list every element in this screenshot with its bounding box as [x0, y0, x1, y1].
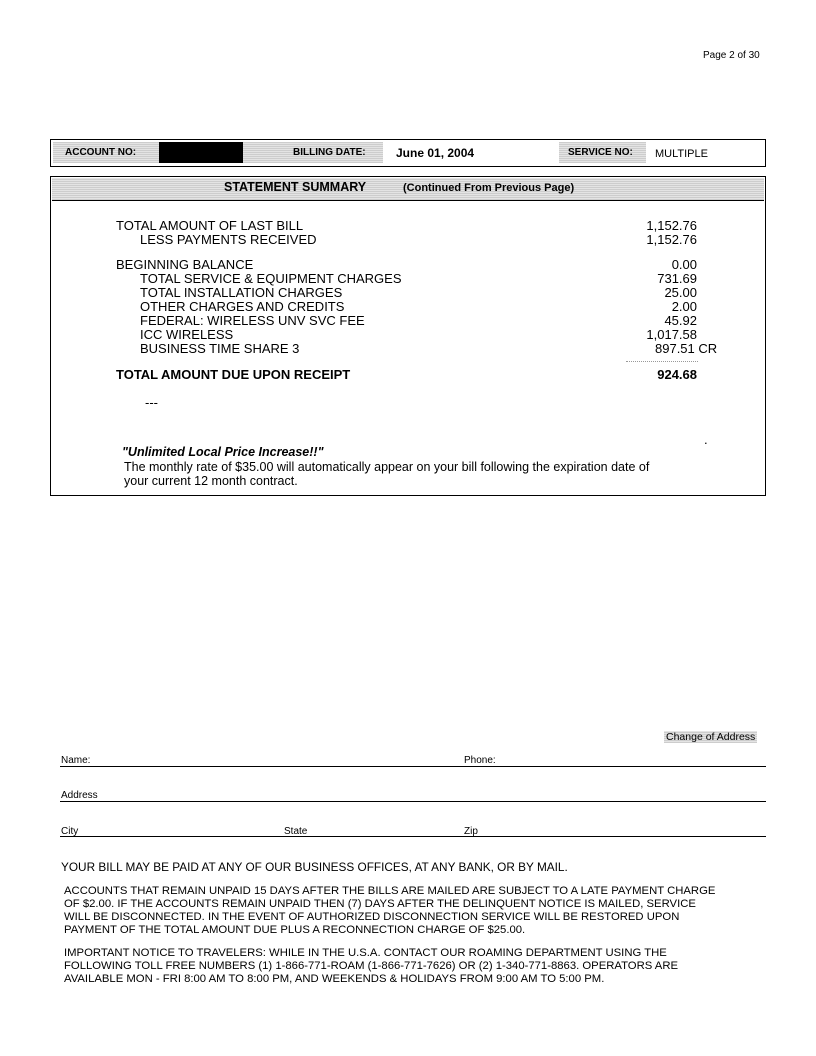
charge-amount: 45.92	[664, 313, 697, 328]
charge-amount: 731.69	[657, 271, 697, 286]
service-no-label: SERVICE NO:	[568, 147, 633, 158]
state-field-line	[284, 836, 464, 837]
change-of-address-title: Change of Address	[666, 731, 756, 743]
charge-amount: 1,017.58	[646, 327, 697, 342]
payments-amount: 1,152.76	[646, 232, 697, 247]
account-no-label: ACCOUNT NO:	[65, 147, 137, 158]
travel-notice-line: FOLLOWING TOLL FREE NUMBERS (1) 1-866-771-ROAM (1-866-771-7626) OR (2) 1-340-771-8863. OPERATORS ARE	[64, 960, 679, 972]
charge-amount: 25.00	[664, 285, 697, 300]
beginning-balance-amount: 0.00	[671, 257, 697, 272]
charge-label: ICC WIRELESS	[140, 327, 234, 342]
charge-label: OTHER CHARGES AND CREDITS	[140, 299, 345, 314]
promo-line: The monthly rate of $35.00 will automatically appear on your bill following the expiration date of	[124, 460, 650, 474]
charge-label: BUSINESS TIME SHARE 3	[140, 341, 300, 356]
travelers-notice	[64, 947, 678, 986]
total-due-label: TOTAL AMOUNT DUE UPON RECEIPT	[116, 367, 351, 382]
total-divider	[626, 361, 698, 362]
phone-field-line	[464, 766, 766, 767]
stray-dot: .	[704, 432, 708, 447]
charge-label: FEDERAL: WIRELESS UNV SVC FEE	[140, 313, 365, 328]
charge-label: TOTAL SERVICE & EQUIPMENT CHARGES	[140, 271, 402, 286]
city-label: City	[61, 826, 79, 837]
travel-notice-line: IMPORTANT NOTICE TO TRAVELERS: WHILE IN THE U.S.A. CONTACT OUR ROAMING DEPARTMENT USING THE	[64, 947, 667, 959]
late-notice-line: WILL BE DISCONNECTED. IN THE EVENT OF AUTHORIZED DISCONNECTION SERVICE WILL BE RESTORED UPON	[64, 911, 680, 923]
summary-continued: (Continued From Previous Page)	[403, 182, 575, 194]
city-field-line	[60, 836, 284, 837]
travel-notice-line: AVAILABLE MON - FRI 8:00 AM TO 8:00 PM, AND WEEKENDS & HOLIDAYS FROM 9:00 AM TO 5:00 PM.	[64, 973, 605, 985]
separator-dashes: ---	[145, 395, 158, 410]
late-notice-line: ACCOUNTS THAT REMAIN UNPAID 15 DAYS AFTER THE BILLS ARE MAILED ARE SUBJECT TO A LATE PAYMENT CHARGE	[64, 885, 716, 897]
late-payment-notice	[64, 885, 715, 937]
last-bill-amount: 1,152.76	[646, 218, 697, 233]
phone-label: Phone:	[464, 755, 496, 766]
state-label: State	[284, 826, 308, 837]
summary-title: STATEMENT SUMMARY	[224, 180, 367, 194]
last-bill-label: TOTAL AMOUNT OF LAST BILL	[116, 218, 304, 233]
billing-date-value: June 01, 2004	[396, 146, 475, 160]
promo-line: your current 12 month contract.	[124, 474, 298, 488]
name-label: Name:	[61, 755, 91, 766]
address-field-line	[60, 801, 766, 802]
payments-label: LESS PAYMENTS RECEIVED	[140, 232, 317, 247]
page-number: Page 2 of 30	[703, 50, 760, 61]
charge-amount: 897.51 CR	[655, 341, 718, 356]
late-notice-line: PAYMENT OF THE TOTAL AMOUNT DUE PLUS A RECONNECTION CHARGE OF $25.00.	[64, 924, 526, 936]
charge-label: TOTAL INSTALLATION CHARGES	[140, 285, 343, 300]
address-label: Address	[61, 790, 98, 801]
beginning-balance-label: BEGINNING BALANCE	[116, 257, 254, 272]
zip-field-line	[464, 836, 766, 837]
zip-label: Zip	[464, 826, 478, 837]
total-due-amount: 924.68	[657, 367, 697, 382]
billing-date-label: BILLING DATE:	[293, 147, 366, 158]
payment-notice: YOUR BILL MAY BE PAID AT ANY OF OUR BUSINESS OFFICES, AT ANY BANK, OR BY MAIL.	[61, 860, 568, 874]
promo-title: "Unlimited Local Price Increase!!"	[122, 445, 324, 459]
late-notice-line: OF $2.00. IF THE ACCOUNTS REMAIN UNPAID THEN (7) DAYS AFTER THE DELINQUENT NOTICE IS MAILED, SERVICE	[64, 898, 696, 910]
account-no-redacted	[159, 142, 243, 163]
name-field-line	[60, 766, 465, 767]
charge-amount: 2.00	[671, 299, 697, 314]
service-no-value: MULTIPLE	[655, 148, 708, 160]
